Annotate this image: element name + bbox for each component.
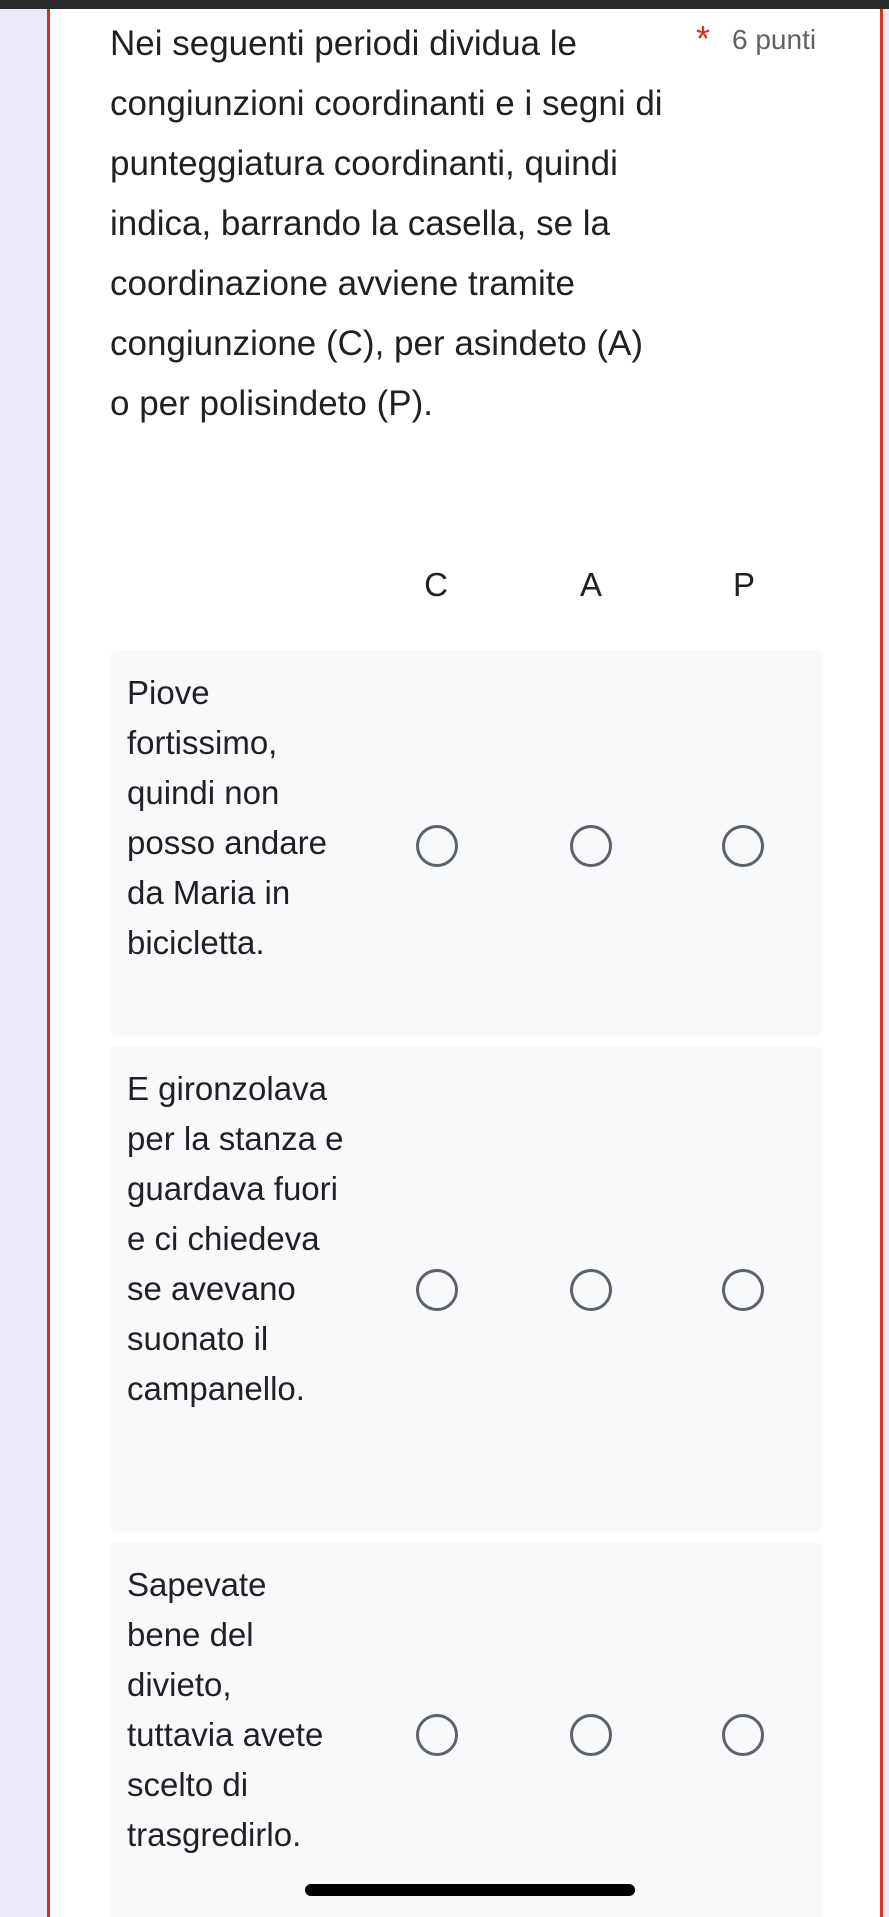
radio-row1-c[interactable] xyxy=(416,825,458,867)
row-label-1: Piove fortissimo, quindi non posso andare da Maria in bicicletta. xyxy=(127,674,327,961)
column-header-a: A xyxy=(579,566,602,603)
radio-row2-p[interactable] xyxy=(722,1269,764,1311)
grid-row-2 xyxy=(110,1046,823,1532)
radio-row3-a[interactable] xyxy=(570,1714,612,1756)
status-bar-strip xyxy=(0,0,889,9)
column-header-c: C xyxy=(424,566,448,603)
radio-row2-c[interactable] xyxy=(416,1269,458,1311)
radio-row1-p[interactable] xyxy=(722,825,764,867)
points-label: 6 punti xyxy=(732,24,817,55)
radio-row3-p[interactable] xyxy=(722,1714,764,1756)
radio-row2-a[interactable] xyxy=(570,1269,612,1311)
row-label-2: E gironzolava per la stanza e guardava fuori e ci chiedeva se avevano suonato il campanello. xyxy=(127,1070,344,1407)
grid-row-1 xyxy=(110,650,823,1036)
grid-row-3 xyxy=(110,1542,823,1917)
required-marker: * xyxy=(696,18,711,59)
row-label-3: Sapevate bene del divieto, tuttavia avete scelto di trasgredirlo. xyxy=(127,1566,324,1853)
home-indicator[interactable] xyxy=(305,1884,635,1896)
question-title: Nei seguenti periodi dividua le congiunzioni coordinanti e i segni di punteggiatura coordinanti, quindi indica, barrando la casella, se la coordinazione avviene tramite congiunzione (C), per asindeto (A) o per polisindeto (P). xyxy=(110,24,663,423)
column-header-p: P xyxy=(732,566,755,603)
radio-row3-c[interactable] xyxy=(416,1714,458,1756)
radio-row1-a[interactable] xyxy=(570,825,612,867)
